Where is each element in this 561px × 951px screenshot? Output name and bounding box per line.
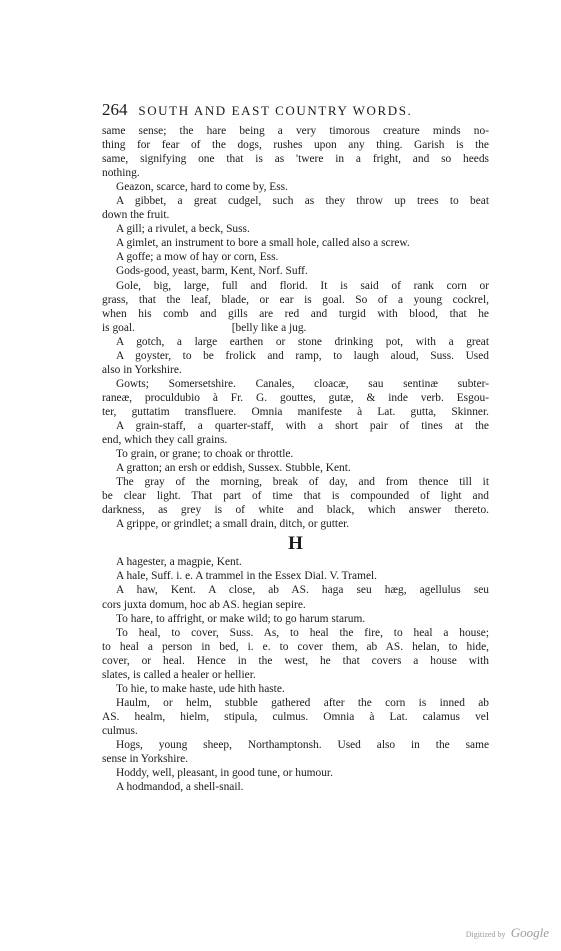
text-line: same, signifying one that is as 'twere in a fright, and so heeds [102, 153, 489, 166]
text-line: to heal a person in bed, i. e. to cover them, ab AS. helan, to hide, [102, 640, 489, 653]
text-line: Haulm, or helm, stubble gathered after the corn is inned ab [116, 696, 489, 709]
text-line: be clear light. That part of time that is compounded of light and [102, 490, 489, 503]
text-line: darkness, as grey is of white and black, which answer thereto. [102, 504, 489, 517]
digitization-watermark [466, 925, 549, 941]
page-number: 264 [102, 100, 128, 119]
text-line: same sense; the hare being a very timorous creature minds no- [102, 125, 489, 137]
text-line: The gray of the morning, break of day, and from thence till it [116, 476, 489, 489]
text-line: A gratton; an ersh or eddish, Sussex. Stubble, Kent. [116, 462, 351, 475]
text-line: A hagester, a magpie, Kent. [116, 556, 242, 569]
text-line: A gimlet, an instrument to bore a small hole, called also a screw. [116, 237, 410, 250]
text-line: AS. healm, hielm, stipula, culmus. Omnia à Lat. calamus vel [102, 710, 489, 723]
text-line: To heal, to cover, Suss. As, to heal the fire, to heal a house; [116, 626, 489, 639]
text-line: is goal. [belly like a jug. [102, 321, 307, 334]
text-line: A haw, Kent. A close, ab AS. haga seu hæg, agellulus seu [116, 584, 489, 597]
text-line: cors juxta domum, hoc ab AS. hegian sepire. [102, 598, 306, 611]
watermark-brand: Google [510, 925, 549, 940]
text-line: A gill; a rivulet, a beck, Suss. [116, 223, 250, 236]
text-line: A grippe, or grindlet; a small drain, ditch, or gutter. [116, 518, 350, 531]
text-line: nothing. [102, 167, 140, 180]
body-text [102, 124, 489, 794]
text-line: raneæ, proculdubio à Fr. G. gouttes, gutæ, & inde verb. Esgou- [102, 391, 489, 404]
text-line: cover, or heal. Hence in the west, he that covers a house with [102, 654, 489, 667]
text-line: To hie, to make haste, ude hith haste. [116, 682, 285, 695]
text-line: sense in Yorkshire. [102, 753, 189, 766]
text-line: thing for fear of the dogs, rushes upon any thing. Garish is the [102, 139, 489, 152]
text-line: grass, that the leaf, blade, or ear is goal. So of a young cockrel, [102, 293, 489, 306]
text-line: A gibbet, a great cudgel, such as they throw up trees to beat [116, 195, 489, 208]
text-line: Hoddy, well, pleasant, in good tune, or humour. [116, 767, 333, 780]
text-line: A hodmandod, a shell-snail. [116, 781, 244, 794]
text-line: Geazon, scarce, hard to come by, Ess. [116, 181, 288, 194]
text-line: end, which they call grains. [102, 434, 228, 447]
text-line: A grain-staff, a quarter-staff, with a short pair of tines at the [116, 419, 489, 432]
text-line: A goffe; a mow of hay or corn, Ess. [116, 251, 279, 264]
text-line: Gowts; Somersetshire. Canales, cloacæ, sau sentinæ subter- [116, 377, 489, 390]
h-entries [102, 555, 489, 794]
text-line: A gotch, a large earthen or stone drinking pot, with a great [116, 335, 489, 348]
text-line: To hare, to affright, or make wild; to go harum starum. [116, 612, 366, 625]
text-line: Gole, big, large, full and florid. It is said of rank corn or [116, 279, 489, 292]
text-line: ter, guttatim transfluere. Omnia manifeste à Lat. gutta, Skinner. [102, 405, 489, 418]
g-entries [102, 124, 489, 531]
running-header [102, 100, 467, 120]
text-line: Hogs, young sheep, Northamptonsh. Used also in the same [116, 738, 489, 751]
text-line: when his comb and gills are red and turgid with blood, that he [102, 307, 489, 320]
text-line: culmus. [102, 724, 138, 737]
section-letter: H [288, 533, 303, 555]
running-title: SOUTH AND EAST COUNTRY WORDS. [138, 103, 413, 118]
text-line: Gods-good, yeast, barm, Kent, Norf. Suff. [116, 265, 308, 278]
watermark-prefix: Digitized by [465, 930, 506, 939]
text-line: To grain, or grane; to choak or throttle. [116, 448, 294, 461]
text-line: A hale, Suff. i. e. A trammel in the Essex Dial. V. Tramel. [116, 570, 378, 583]
text-line: slates, is called a healer or hellier. [102, 668, 256, 681]
text-line: A goyster, to be frolick and ramp, to laugh aloud, Suss. Used [116, 349, 489, 362]
text-line: down the fruit. [102, 209, 170, 222]
text-line: also in Yorkshire. [102, 363, 182, 376]
